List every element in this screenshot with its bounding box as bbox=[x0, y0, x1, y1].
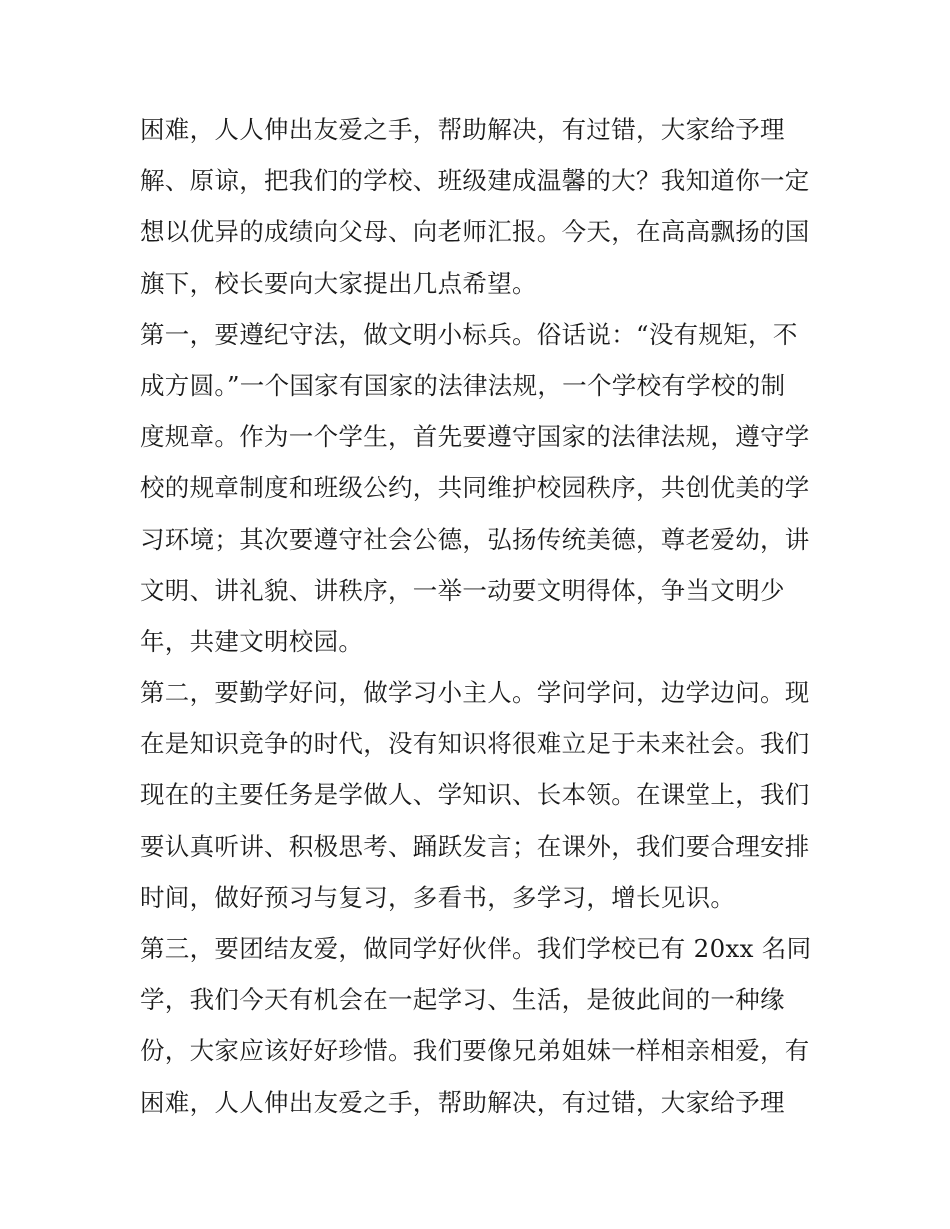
text-line: 第一，要遵纪守法，做文明小标兵。俗话说：“没有规矩，不 bbox=[140, 319, 798, 349]
text-line: 想以优异的成绩向父母、向老师汇报。今天，在高高飘扬的国 bbox=[140, 217, 810, 247]
body-text bbox=[140, 104, 820, 1128]
text-line: 困难，人人伸出友爱之手，帮助解决，有过错，大家给予理 bbox=[140, 1087, 785, 1117]
text-line: 习环境；其次要遵守社会公德，弘扬传统美德，尊老爱幼，讲 bbox=[140, 524, 810, 554]
text-line: 文明、讲礼貌、讲秩序，一举一动要文明得体，争当文明少 bbox=[140, 575, 785, 605]
text-line: 困难，人人伸出友爱之手，帮助解决，有过错，大家给予理 bbox=[140, 115, 785, 144]
text-line: 在是知识竞争的时代，没有知识将很难立足于未来社会。我们 bbox=[140, 729, 810, 759]
text-line: 成方圆。”一个国家有国家的法律法规，一个学校有学校的制 bbox=[140, 370, 786, 400]
text-line: 解、原谅，把我们的学校、班级建成温馨的大？我知道你一定 bbox=[140, 166, 810, 196]
text-line: 第三，要团结友爱，做同学好伙伴。我们学校已有 20xx 名同 bbox=[140, 934, 812, 963]
text-line: 旗下，校长要向大家提出几点希望。 bbox=[140, 268, 537, 298]
text-line: 现在的主要任务是学做人、学知识、长本领。在课堂上，我们 bbox=[140, 780, 810, 810]
text-line: 时间，做好预习与复习，多看书，多学习，增长见识。 bbox=[140, 882, 736, 912]
text-line: 份，大家应该好好珍惜。我们要像兄弟姐妹一样相亲相爱，有 bbox=[140, 1036, 810, 1066]
text-line: 第二，要勤学好问，做学习小主人。学问学问，边学边问。现 bbox=[140, 678, 810, 708]
text-line: 学，我们今天有机会在一起学习、生活，是彼此间的一种缘 bbox=[140, 985, 785, 1015]
text-line: 校的规章制度和班级公约，共同维护校园秩序，共创优美的学 bbox=[140, 473, 810, 503]
text-line: 要认真听讲、积极思考、踊跃发言；在课外，我们要合理安排 bbox=[140, 831, 810, 861]
text-line: 度规章。作为一个学生，首先要遵守国家的法律法规，遵守学 bbox=[140, 422, 810, 452]
text-line: 年，共建文明校园。 bbox=[140, 626, 364, 656]
